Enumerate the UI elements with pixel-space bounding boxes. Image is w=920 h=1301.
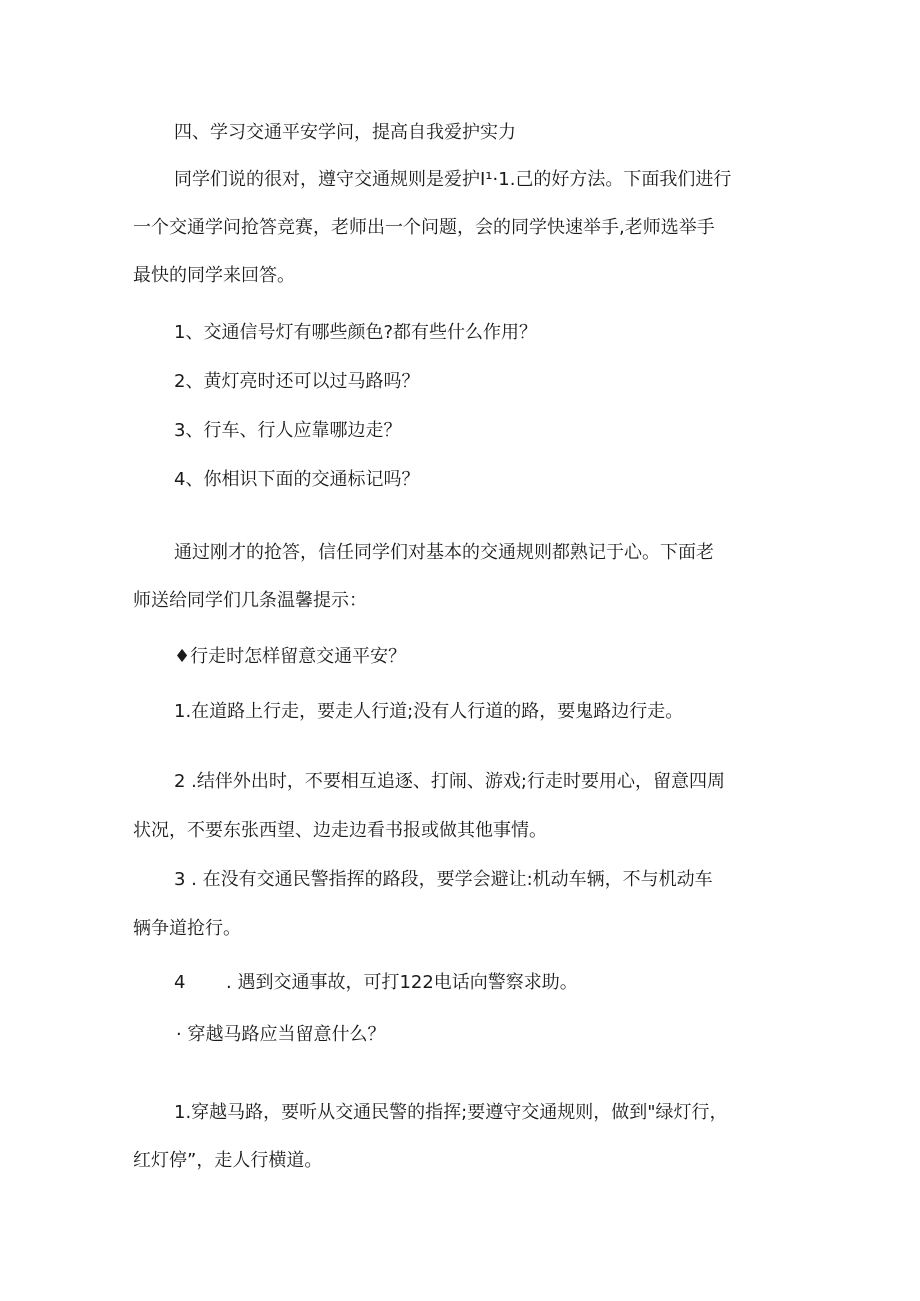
walking-item-4-number: 4 — [174, 972, 186, 993]
crossing-item-1-line-1: 1.穿越马路，要听从交通民警的指挥;要遵守交通规则，做到"绿灯行， — [174, 1102, 728, 1123]
intro-line-3: 最快的同学来回答。 — [133, 265, 295, 286]
intro-line-2: 一个交通学问抢答竞赛，老师出一个问题，会的同学快速举手,老师选举手 — [133, 217, 715, 238]
intro-line-1: 同学们说的很对，遵守交通规则是爱护I¹·1.己的好方法。下面我们进行 — [174, 169, 732, 190]
question-2: 2、黄灯亮时还可以过马路吗？ — [174, 371, 420, 392]
walking-item-2-line-1: 2 .结伴外出时，不要相互追逐、打闹、游戏;行走时要用心，留意四周 — [174, 771, 725, 792]
crossing-item-1-line-2: 红灯停”，走人行横道。 — [133, 1150, 323, 1171]
transition-line-1: 通过刚才的抢答，信任同学们对基本的交通规则都熟记于心。下面老 — [174, 542, 714, 563]
walking-item-2-line-2: 状况，不要东张西望、边走边看书报或做其他事情。 — [133, 820, 547, 841]
crossing-heading: · 穿越马路应当留意什么？ — [176, 1024, 386, 1045]
transition-line-2: 师送给同学们几条温馨提示： — [133, 590, 367, 611]
question-1: 1、交通信号灯有哪些颜色?都有些什么作用？ — [174, 322, 538, 343]
question-3: 3、行车、行人应靠哪边走？ — [174, 420, 402, 441]
walking-item-3-line-2: 辆争道抢行。 — [133, 918, 241, 939]
question-4: 4、你相识下面的交通标记吗？ — [174, 469, 420, 490]
walking-item-3-line-1: 3 . 在没有交通民警指挥的路段，要学会避让:机动车辆，不与机动车 — [174, 869, 713, 890]
section-title: 四、学习交通平安学问，提高自我爱护实力 — [174, 122, 516, 143]
walking-item-1: 1.在道路上行走，要走人行道;没有人行道的路，要鬼路边行走。 — [174, 701, 684, 722]
walking-item-4 — [174, 971, 578, 995]
walking-item-4-text: . 遇到交通事故，可打122电话向警察求助。 — [226, 972, 578, 993]
walking-heading: ♦行走时怎样留意交通平安？ — [174, 646, 407, 667]
